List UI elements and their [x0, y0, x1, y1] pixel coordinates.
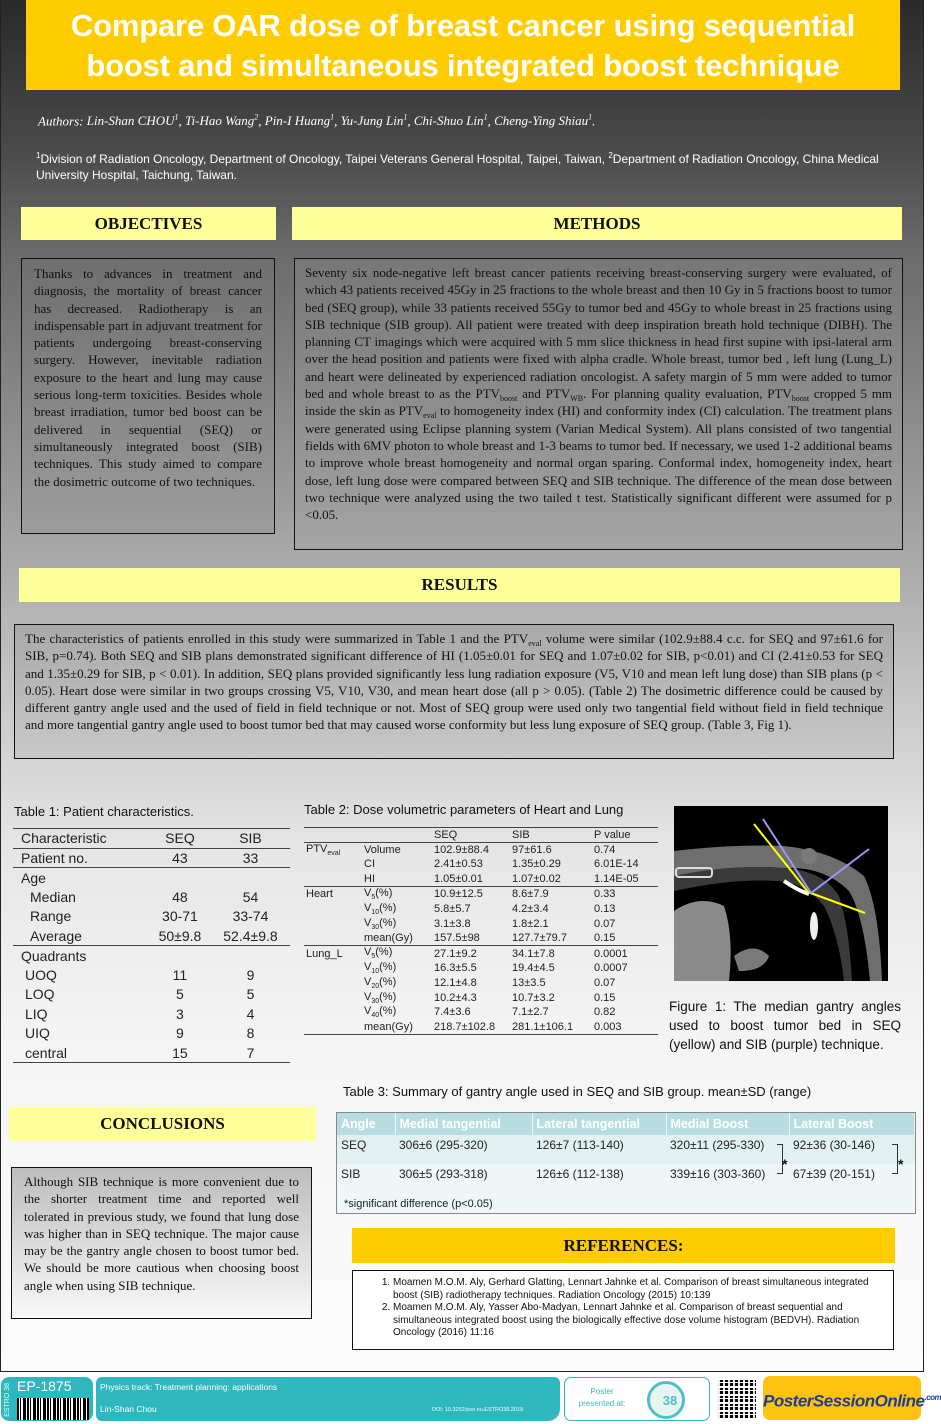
param-label: HI [364, 873, 375, 886]
barcode-icon [17, 1398, 89, 1420]
row-group-label [304, 990, 362, 1005]
table-header: Medial tangential [395, 1113, 532, 1135]
cell-p: 0.74 [594, 843, 616, 856]
table-header: Medial Boost [666, 1113, 789, 1135]
cell-p: 0.07 [594, 976, 616, 989]
cell-sib: 10.7±3.2 [512, 991, 555, 1004]
param-label: CI [364, 858, 375, 871]
cell-seq: 157.5±98 [434, 932, 480, 945]
param-label: $V_{10}(\%)$ [364, 960, 397, 976]
cell-p: 0.15 [594, 932, 616, 945]
track-info-box [96, 1377, 560, 1421]
results-text: The characteristics of patients enrolled in this study were summarized in Table 1 and the $PTV_{eval}$ volume were similar (102.9±88.4 c.c. for SEQ and 97±61.6 for SIB, p=0.74). Both SEQ and SIB plans demonstrated significant difference of HI (1.05±0.01 for SEQ and 1.07±0.02 for SIB, p<0.01) and CI (2.41±0.53 for SEQ and 1.35±0.29 for SIB, p < 0.01). In addition, SEQ plans provided significantly less lung radiation exposure (V5, V10 and mean left lung dose) than SIB plans (p < 0.05). Heart dose were similar in two groups crossing V5, V10, V30, and mean heart dose (all p > 0.05). (Table 2) The dosimetric difference could be caused by different gantry angle used and the used of field in field technique or not. Most of SEQ group were used only two tangential field without field in field technique and more tangential gantry angle used to boost tumor bed that may caused worse conformity but less lung exposure of SEQ group. (Table 3, Fig 1). [14, 624, 894, 759]
cell-seq: 7.4±3.6 [434, 1006, 471, 1019]
table-row [304, 872, 658, 887]
table-header: Lateral Boost [789, 1113, 915, 1135]
author: Yu-Jung Lin$^1$ [340, 113, 408, 129]
cell-sib: 4.2±3.4 [512, 902, 549, 915]
row-group-label [304, 1005, 362, 1020]
table-row: SEQ 306±6 (295-320) 126±7 (113-140) 320±11 (295-330) 92±36 (30-146) [337, 1135, 915, 1164]
row-group-label [304, 901, 362, 916]
cell-p: 0.33 [594, 888, 616, 901]
objectives-text: Thanks to advances in treatment and diagnosis, the mortality of breast cancer has decreased. Radiotherapy is an indispensable part in adjuvant treatment for patients undergoing breast-conserving surgery. However, inevitable radiation exposure to the heart and lung may cause serious long-term toxicities. Besides whole breast irradiation, tumor bed boost can be delivered in sequential (SEQ) or simultaneously integrated boost (SIB) techniques. This study aimed to compare the dosimetric outcome of two techniques. [21, 258, 275, 534]
table-row: Patient no. 43 33 [13, 848, 290, 868]
results-heading: RESULTS [19, 568, 900, 602]
estro-logo-icon: 38 [647, 1381, 685, 1419]
row-group-label [304, 931, 362, 946]
table1-caption: Table 1: Patient characteristics. [14, 804, 194, 819]
presented-at-label: Poster presented at: [578, 1387, 626, 1408]
table-header: Lateral tangential [532, 1113, 666, 1135]
affiliations: $^1$Division of Radiation Oncology, Department of Oncology, Taipei Veterans General Hospital, Taipei, Taiwan, $^2$Department of Radiation Oncology, China Medical University Hospital, Taichung, Taiwan. [36, 151, 879, 182]
table-header: SIB [512, 828, 530, 841]
authors-line: Authors: Lin-Shan CHOU$^1$, Ti-Hao Wang$^2$, Pin-I Huang$^1$, Yu-Jung Lin$^1$, Chi-Shuo Lin$^1$, Cheng-Ying Shiau$^1$. [38, 113, 596, 129]
cell-seq: 16.3±5.5 [434, 962, 477, 975]
table-row: Range 30-71 33-74 [30, 908, 269, 925]
param-label: mean(Gy) [364, 932, 413, 945]
references-heading: REFERENCES: [352, 1228, 895, 1263]
table-row [304, 916, 658, 931]
table-row: SIB 306±5 (293-318) 126±6 (112-138) 339±16 (303-360) 67±39 (20-151) [337, 1164, 915, 1193]
cell-sib: 7.1±2.7 [512, 1006, 549, 1019]
qr-code-icon[interactable] [718, 1378, 756, 1418]
author: Pin-I Huang$^1$ [264, 113, 335, 129]
poster-id-badge[interactable] [1, 1377, 93, 1421]
table-row [304, 842, 658, 857]
patient-characteristics-table [13, 828, 290, 1063]
table-header: P value [594, 828, 631, 841]
significance-star: * [782, 1156, 788, 1172]
table-row: Median 48 54 [30, 888, 259, 905]
cell-p: 0.82 [594, 1006, 616, 1019]
cell-seq: 1.05±0.01 [434, 873, 483, 886]
row-group-label: Heart [306, 888, 333, 901]
row-group-label: Lung_L [306, 947, 343, 960]
row-group-label [304, 1020, 362, 1035]
track-label: Physics track: Treatment planning: applications [100, 1382, 278, 1392]
postersessiononline-logo[interactable]: PosterSessionOnline$^{.com}$ [763, 1376, 921, 1420]
author: Ti-Hao Wang$^2$ [185, 113, 259, 129]
param-label: Volume [364, 843, 401, 856]
table-row: LIQ 3 4 [25, 1005, 255, 1022]
cell-seq: 218.7±102.8 [434, 1021, 496, 1033]
table-header: Characteristic [21, 830, 107, 847]
row-group-label [304, 975, 362, 990]
cell-seq: 10.2±4.3 [434, 991, 477, 1004]
ct-scan-svg [674, 806, 888, 981]
methods-text: Seventy six node-negative left breast cancer patients receiving breast-conserving surgery were evaluated, of which 43 patients received 45Gy in 25 fractions to the whole breast and then 10 Gy in 5 fractions boost to tumor bed (SEQ group), while 33 patients received 55Gy to tumor bed and 45Gy to whole breast in 25 fractions using SIB technique (SIB group). All patient were treated with deep inspiration breath hold technique (DIBH). The planning CT imagings which were acquired with 5 mm slice thickness in head first supine with ipsi-lateral arm over the head position and patients were fixed with alpha cradle. Whole breast, tumor bed , left lung (Lung_L) and heart were delineated by experienced radiation oncologist. A safety margin of 5 mm were added to tumor bed and whole breast to as the $PTV_{boost}$ and $PTV_{WB}$. For planning quality evaluation, $PTV_{boost}$ cropped 5 mm inside the skin as $PTV_{eval}$ to homogeneity index (HI) and conformity index (CI) calculation. The treatment plans were generated using Eclipse planning system (Varian Medical System). All plans consisted of two tangential fields with 6MV photon to whole breast and 1-3 beams to tumor bed. If necessary, we used 1-2 additional beams to improve whole breast homogeneity and normal organ sparing. Conformal index, homogeneity index, heart dose, left lung dose were compared between SEQ and SIB technique. The difference of the mean dose between two technique were analyzed using the two tailed t test. Statistically significant different were assumed for p <0.05. [294, 258, 903, 550]
cell-p: 0.0007 [594, 962, 628, 975]
figure1-caption: Figure 1: The median gantry angles used to boost tumor bed in SEQ (yellow) and SIB (purple) technique. [669, 999, 901, 1052]
author: Chi-Shuo Lin$^1$ [413, 113, 488, 129]
presenter-name: Lin-Shan Chou [100, 1404, 157, 1414]
param-label: $V_{20}(\%)$ [364, 975, 397, 990]
cell-seq: 2.41±0.53 [434, 858, 483, 871]
param-label: $V_{30}(\%)$ [364, 990, 397, 1005]
cell-sib: 13±3.5 [512, 976, 546, 989]
table-header-row [13, 829, 290, 849]
methods-heading: METHODS [292, 207, 902, 240]
table-row [304, 857, 658, 872]
table-header: SEQ [434, 828, 458, 841]
table-row [304, 975, 658, 990]
table3-caption: Table 3: Summary of gantry angle used in SEQ and SIB group. mean±SD (range) [343, 1084, 812, 1099]
cell-seq: 10.9±12.5 [434, 888, 483, 901]
cell-sib: 34.1±7.8 [512, 947, 555, 960]
table-row [304, 1020, 658, 1035]
table-header: Angle [337, 1113, 395, 1135]
poster-id: EP-1875 [17, 1378, 72, 1394]
table-header-row [304, 828, 658, 843]
cell-p: 0.07 [594, 917, 616, 930]
doi-link[interactable]: DOI: 10.3252/pso.eu.ESTRO38.2019 [432, 1407, 524, 1413]
authors-prefix: Authors: [38, 113, 87, 129]
table2-caption: Table 2: Dose volumetric parameters of Heart and Lung [304, 802, 624, 817]
significance-star: * [898, 1156, 904, 1172]
table-row: Age [21, 869, 46, 886]
reference-item: 1. Moamen M.O.M. Aly, Gerhard Glatting, Lennart Jahnke et al. Comparison of breast simultaneous integrated boost (SIB) radiotherapy techniques. Radiation Oncology (2015) 10:139 [393, 1277, 883, 1302]
estro-vertical-label: ESTRO 38 [4, 1383, 11, 1417]
cell-seq: 27.1±9.2 [434, 947, 477, 960]
table-row [304, 931, 658, 946]
cell-sib: 1.8±2.1 [512, 917, 549, 930]
table-row: Average 50±9.8 52.4±9.8 [13, 926, 290, 946]
cell-p: 0.003 [594, 1021, 622, 1033]
cell-p: 6.01E-14 [594, 858, 639, 871]
conclusions-text: Although SIB technique is more convenient due to the shorter treatment time and reported well tolerated in previous study, we found that lung dose was higher than in SEQ technique. The major cause may be the gantry angle chosen to boost tumor bed. We should be more cautious when choosing boost angle when using SIB technique. [11, 1167, 312, 1319]
cell-seq: 5.8±5.7 [434, 902, 471, 915]
table-row [304, 990, 658, 1005]
table-row [304, 887, 658, 902]
row-group-label [304, 872, 362, 887]
table-row [304, 961, 658, 976]
cell-sib: 281.1±106.1 [512, 1021, 574, 1033]
table-row: LOQ 5 5 [25, 986, 255, 1003]
objectives-heading: OBJECTIVES [21, 207, 276, 240]
cell-sib: 97±61.6 [512, 843, 552, 856]
table-header: SEQ [165, 830, 195, 847]
author: Cheng-Ying Shiau$^1$ [494, 113, 593, 129]
conclusions-heading: CONCLUSIONS [9, 1107, 316, 1141]
param-label: $V_5(\%)$ [364, 887, 393, 902]
cell-seq: 12.1±4.8 [434, 976, 477, 989]
cell-p: 0.13 [594, 902, 616, 915]
table-row [304, 946, 658, 961]
ct-scan-image [674, 806, 888, 981]
author: Lin-Shan CHOU$^1$ [86, 113, 179, 129]
gantry-angle-table [336, 1112, 916, 1214]
reference-item: 2. Moamen M.O.M. Aly, Yasser Abo-Madyan, Lennart Jahnke et al. Comparison of breast sequential and simultaneous integrated boost using the biologically effective dose volume histogram (BEDVH). Radiation Oncology (2016) 11:16 [393, 1302, 883, 1340]
row-group-label [304, 857, 362, 872]
param-label: $V_{10}(\%)$ [364, 901, 397, 916]
param-label: $V_5(\%)$ [364, 946, 393, 961]
table-row: Quadrants [21, 947, 87, 964]
cell-sib: 127.7±79.7 [512, 932, 567, 945]
presented-at-box [564, 1377, 710, 1421]
cell-seq: 102.9±88.4 [434, 843, 489, 856]
table-row [304, 1005, 658, 1020]
cell-sib: 8.6±7.9 [512, 888, 549, 901]
row-group-label: $PTV_{eval}$ [306, 842, 341, 858]
cell-sib: 1.35±0.29 [512, 858, 561, 871]
references-list [352, 1270, 894, 1350]
table-header-row [337, 1113, 915, 1135]
param-label: $V_{40}(\%)$ [364, 1005, 397, 1020]
table-header: SIB [239, 830, 262, 847]
table-row: UIQ 9 8 [25, 1025, 255, 1042]
footer-bar [0, 1374, 941, 1423]
poster-title: Compare OAR dose of breast cancer using sequential boost and simultaneous integrated boost technique [26, 0, 900, 90]
cell-sib: 1.07±0.02 [512, 873, 561, 886]
param-label: $V_{30}(\%)$ [364, 916, 397, 931]
cell-p: 0.0001 [594, 947, 628, 960]
cell-seq: 3.1±3.8 [434, 917, 471, 930]
param-label: mean(Gy) [364, 1021, 413, 1033]
table3-note: *significant difference (p<0.05) [344, 1198, 493, 1210]
dose-parameters-table [304, 827, 658, 1035]
cell-p: 1.14E-05 [594, 873, 639, 886]
row-group-label [304, 961, 362, 976]
cell-p: 0.15 [594, 991, 616, 1004]
cell-sib: 19.4±4.5 [512, 962, 555, 975]
table-row [304, 901, 658, 916]
table-row: central 15 7 [13, 1043, 290, 1063]
table-row: UOQ 11 9 [25, 966, 255, 983]
row-group-label [304, 916, 362, 931]
